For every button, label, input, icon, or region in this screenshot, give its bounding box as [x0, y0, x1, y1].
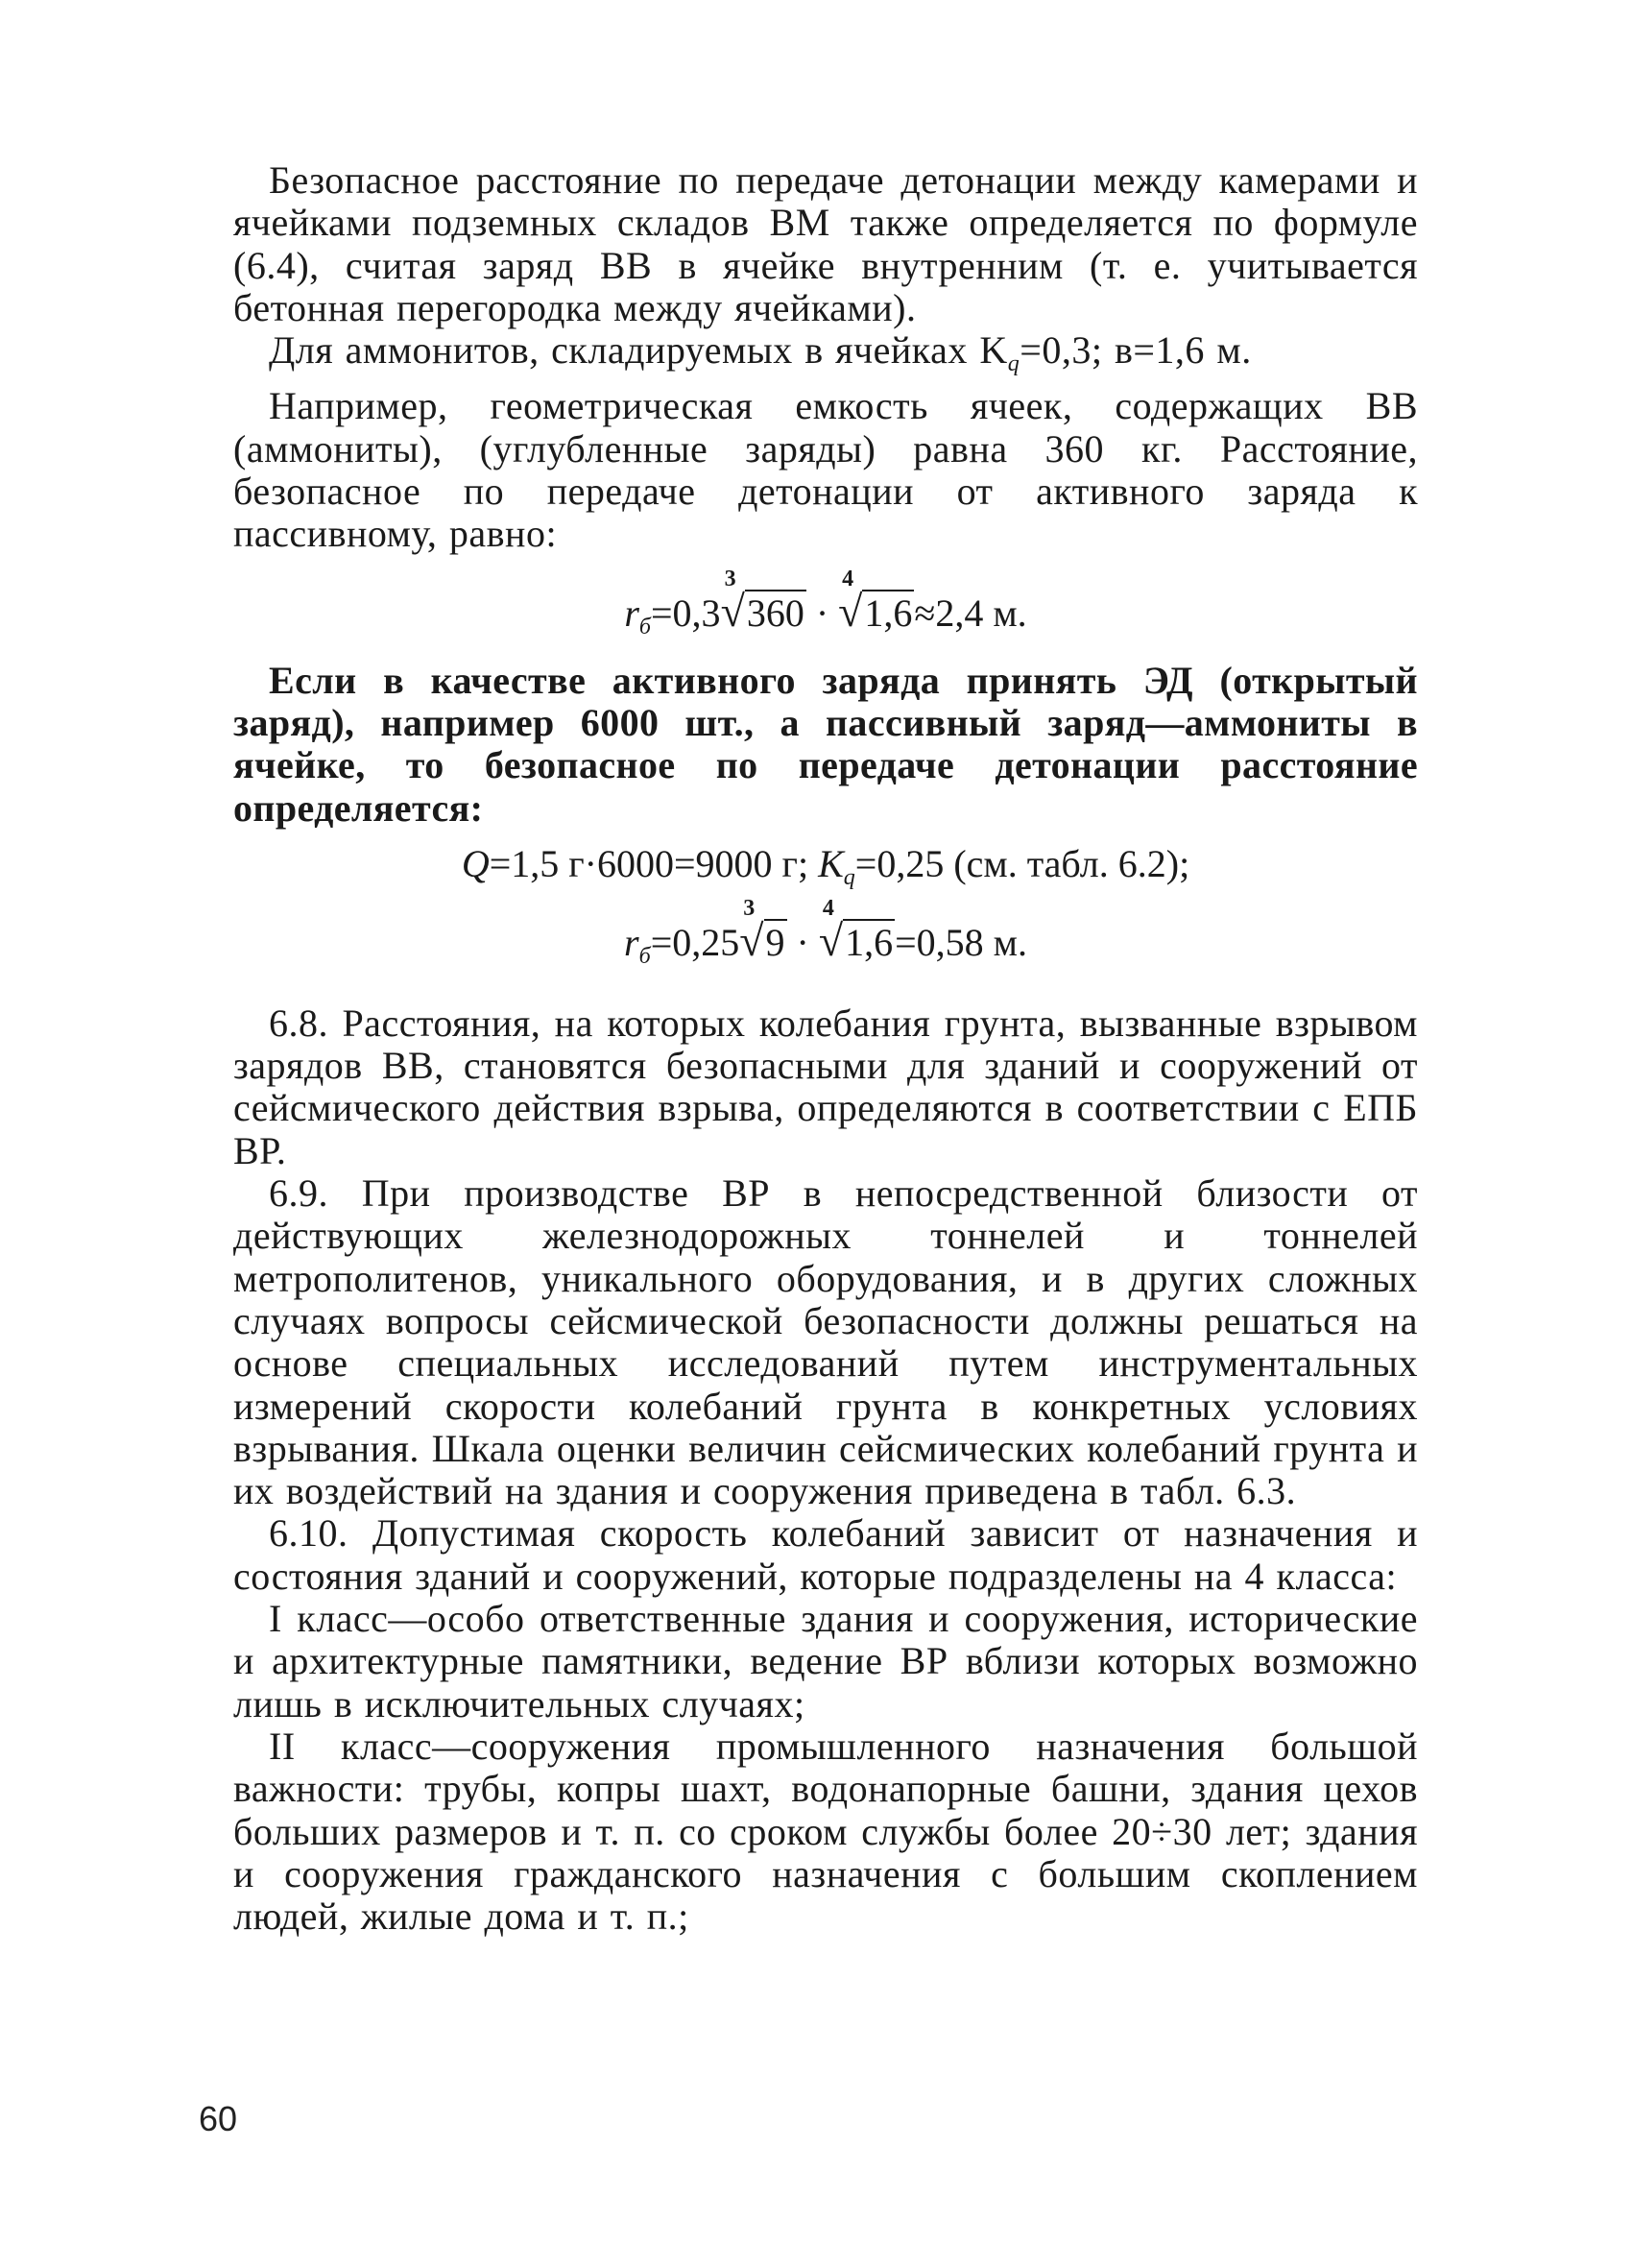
formula-3-root2-index: 4 — [822, 895, 834, 921]
formula-3-root2-value: 1,6 — [845, 920, 894, 964]
paragraph-4: Если в качестве активного заряда принять ЭД (открытый заряд), например 6000 шт., а пассивный заряд—аммониты в ячейке, то безопасное по передаче детонации расстояние определяется: — [233, 658, 1418, 830]
radical-sign-icon: √ — [739, 915, 764, 965]
formula-2-text1: =1,5 г·6000=9000 г; — [489, 841, 819, 885]
paragraph-class-1: I класс—особо ответственные здания и сооружения, исторические и архитектурные памятники, ведение ВР вблизи которых возможно лишь в исключительных случаях; — [233, 1597, 1418, 1725]
formula-1-coefficient: =0,3 — [651, 591, 721, 635]
formula-safe-distance-2 — [233, 895, 1418, 989]
formula-1-root1-index: 3 — [724, 566, 736, 591]
paragraph-2-text: Для аммонитов, складируемых в ячейках K — [269, 328, 1008, 373]
formula-1-lhs-subscript: б — [638, 614, 651, 639]
formula-2-k: K — [818, 841, 844, 885]
paragraph-1: Безопасное расстояние по передаче детонации между камерами и ячейками подземных складов ВМ также определяется по формуле (6.4), считая заряд ВВ в ячейке внутренним (т. е. учитывается бетонная перегородка между ячейками). — [233, 158, 1418, 329]
paragraph-class-2: II класс—сооружения промышленного назначения большой важности: трубы, копры шахт, водонапорные башни, здания цехов больших размеров и т. п. со сроком службы более 20÷30 лет; здания и сооружения гражданского назначения с большим скоплением людей, жилые дома и т. п.; — [233, 1724, 1418, 1939]
formula-2-k-subscript: q — [843, 864, 855, 890]
paragraph-3: Например, геометрическая емкость ячеек, содержащих ВВ (аммониты), (углубленные заряды) равна 360 кг. Расстояние, безопасное по передаче детонации от активного заряда к пассивному, равно: — [233, 384, 1418, 556]
paragraph-section-6-10: 6.10. Допустимая скорость колебаний зависит от назначения и состояния зданий и сооружений, которые подразделены на 4 класса: — [233, 1511, 1418, 1598]
formula-1-root1-value: 360 — [746, 591, 804, 635]
text-column — [233, 159, 1418, 1938]
radical-sign-icon: √ — [818, 915, 844, 965]
formula-3-root1-value: 9 — [765, 920, 785, 964]
formula-1-fourth-root — [838, 566, 914, 636]
formula-1-root2-index: 4 — [842, 566, 854, 591]
formula-1-root2-value: 1,6 — [864, 591, 913, 635]
formula-3-fourth-root — [818, 895, 895, 965]
radical-sign-icon: √ — [720, 586, 745, 636]
formula-3-lhs: r — [624, 920, 639, 964]
paragraph-section-6-9: 6.9. При производстве ВР в непосредственной близости от действующих железнодорожных тоннелей и тоннелей метрополитенов, уникального оборудования, и в других сложных случаях вопросы сейсмической безопасности должны решаться на основе специальных исследований путем инструментальных измерений скорости колебаний грунта в конкретных условиях взрывания. Шкала оценки величин сейсмических колебаний грунта и их воздействий на здания и сооружения приведена в табл. 6.3. — [233, 1171, 1418, 1513]
formula-3-lhs-subscript: б — [638, 943, 651, 969]
paragraph-2 — [233, 329, 1418, 385]
formula-3-root1-index: 3 — [743, 895, 756, 921]
formula-1-cube-root — [720, 566, 806, 636]
formula-safe-distance-1 — [233, 566, 1418, 660]
formula-3-cube-root — [739, 895, 786, 965]
formula-3-result: =0,58 м. — [895, 920, 1027, 964]
formula-3-dot: · — [786, 920, 819, 964]
formula-1-dot: · — [805, 591, 839, 635]
paragraph-2-rest: =0,3; в=1,6 м. — [1020, 328, 1252, 373]
paragraph-section-6-8: 6.8. Расстояния, на которых колебания грунта, вызванные взрывом зарядов ВВ, становятся безопасными для зданий и сооружений от сейсмического действия взрыва, определяются в соответствии с ЕПБ ВР. — [233, 1001, 1418, 1172]
page-number: 60 — [199, 2099, 238, 2138]
formula-2-text2: =0,25 (см. табл. 6.2); — [854, 841, 1190, 885]
paragraph-2-subscript: q — [1007, 351, 1020, 377]
formula-charge-mass — [233, 841, 1418, 890]
formula-1-lhs: r — [624, 591, 639, 635]
formula-3-coefficient: =0,25 — [650, 920, 740, 964]
formula-2-lhs: Q — [461, 841, 490, 885]
formula-1-result: ≈2,4 м. — [914, 591, 1027, 635]
radical-sign-icon: √ — [838, 586, 863, 636]
